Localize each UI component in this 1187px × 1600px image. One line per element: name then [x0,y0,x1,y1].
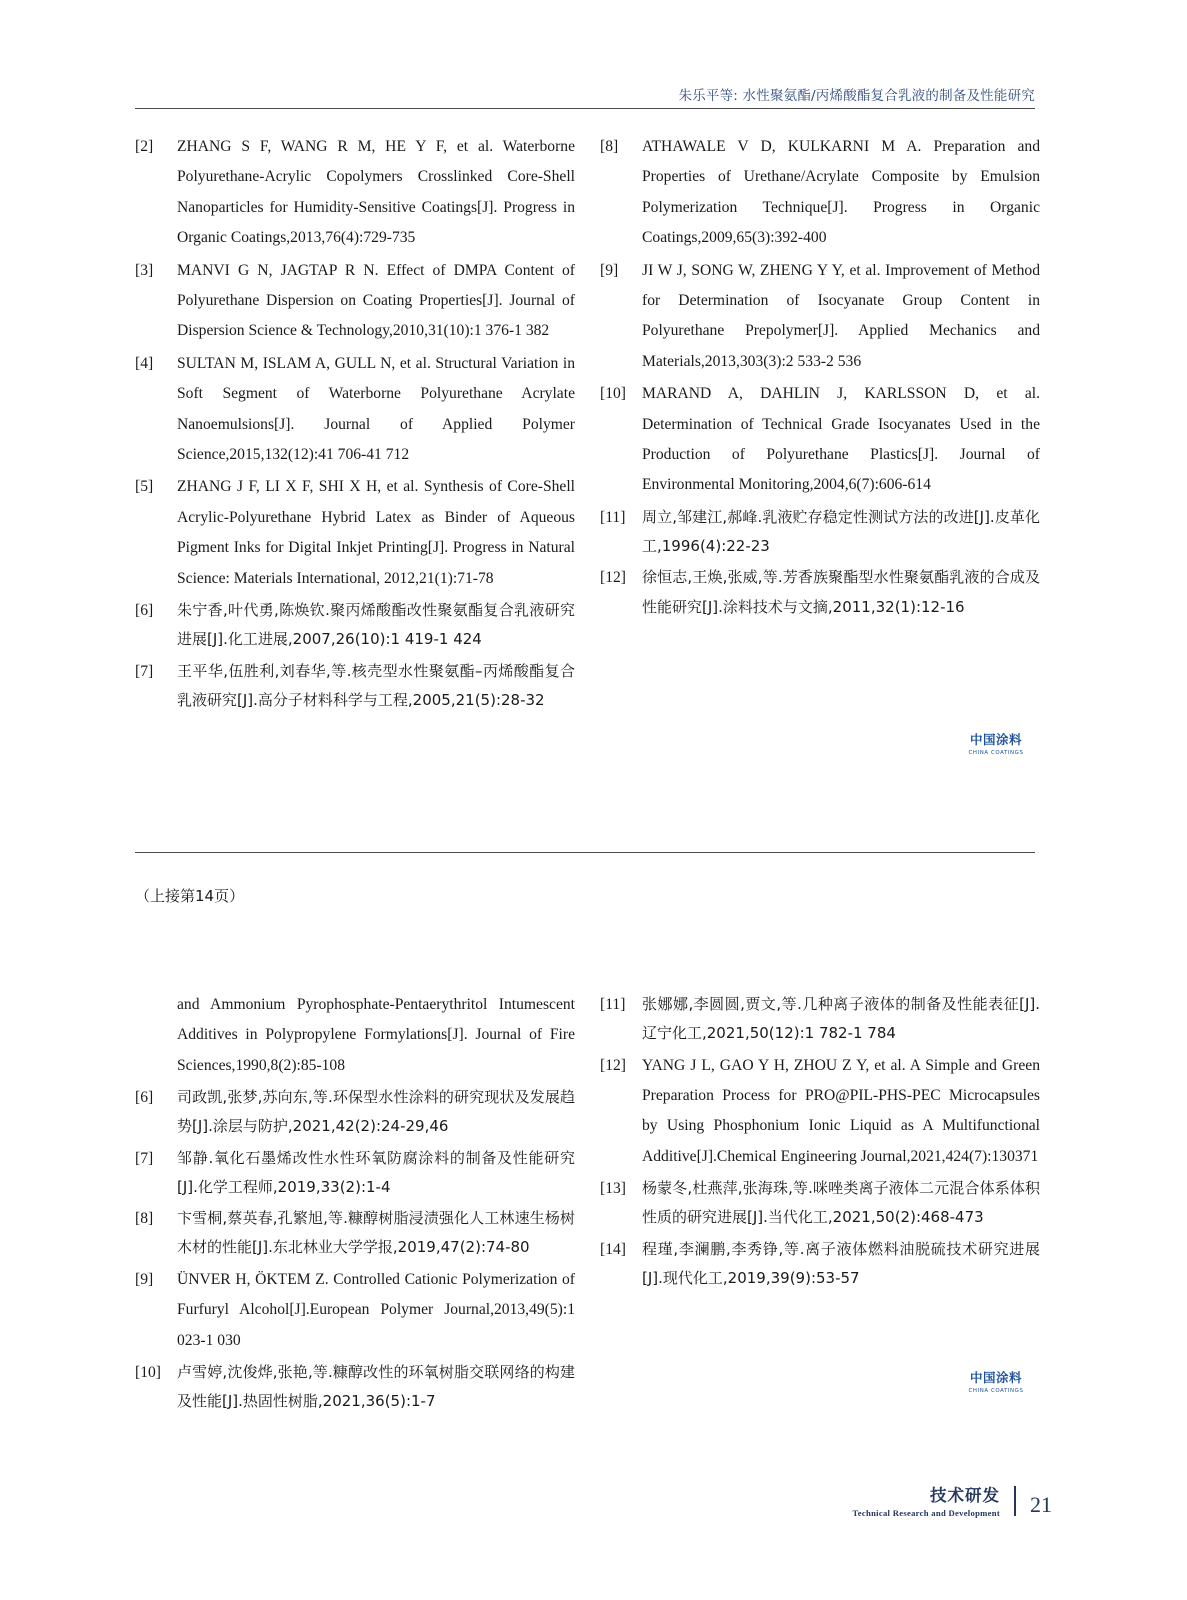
reference-text: SULTAN M, ISLAM A, GULL N, et al. Structural Variation in Soft Segment of Waterborne Polyurethane Acrylate Nanoemulsions[J]. Journal of Applied Polymer Science,2015,132(12):41 706-41 712 [177,354,575,464]
reference-number: [10] [135,1363,161,1381]
reference-item [135,132,575,254]
reference-item [600,563,1040,622]
logo-brand-cn: 中国涂料 [969,1370,1022,1385]
reference-number: [10] [600,385,626,403]
reference-item [135,990,575,1081]
reference-item [135,1265,575,1356]
reference-number: [6] [135,1089,154,1107]
reference-item [135,1083,575,1142]
reference-number: [12] [600,569,626,587]
reference-text: YANG J L, GAO Y H, ZHOU Z Y, et al. A Simple and Green Preparation Process for PRO@PIL-PHS-PEC Microcapsules by Using Phosphonium Ionic Liquid as A Multifunctional Additive[J].Chemical Engineering Journal,2021,424(7):130371 [642,1056,1040,1165]
china-coatings-logo [962,1368,1030,1394]
reference-text: ZHANG S F, WANG R M, HE Y F, et al. Waterborne Polyurethane-Acrylic Copolymers Crosslinked Core-Shell Nanoparticles for Humidity-Sensitive Coatings[J]. Progress in Organic Coatings,2013,76(4):729-735 [177,138,575,247]
reference-text: 张娜娜,李圆圆,贾文,等.几种离子液体的制备及性能表征[J].辽宁化工,2021,50(12):1 782-1 784 [642,995,1040,1043]
reference-item [135,1358,575,1417]
page-footer [853,1482,1052,1518]
reference-text: 程瑾,李澜鹏,李秀铮,等.离子液体燃料油脱硫技术研究进展[J].现代化工,2019,39(9):53-57 [642,1239,1040,1287]
references-block2-right [600,990,1040,1295]
page-number: 21 [1030,1492,1052,1517]
footer-divider [1014,1486,1016,1516]
reference-item [135,1144,575,1203]
reference-text: 王平华,伍胜利,刘春华,等.核壳型水性聚氨酯–丙烯酸酯复合乳液研究[J].高分子材料科学与工程,2005,21(5):28-32 [177,661,575,709]
footer-section-label [853,1482,1000,1518]
reference-text: 邹静.氧化石墨烯改性水性环氧防腐涂料的制备及性能研究[J].化学工程师,2019,33(2):1-4 [177,1148,575,1196]
reference-text: 朱宁香,叶代勇,陈焕钦.聚丙烯酸酯改性聚氨酯复合乳液研究进展[J].化工进展,2007,26(10):1 419-1 424 [177,601,575,649]
references-block2-left [135,990,575,1418]
reference-text: JI W J, SONG W, ZHENG Y Y, et al. Improvement of Method for Determination of Isocyanate Group Content in Polyurethane Prepolymer[J]. Applied Mechanics and Materials,2013,303(3):2 533-2 536 [642,261,1040,370]
reference-number: [4] [135,354,154,372]
logo-brand-en: CHINA COATINGS [968,750,1024,756]
reference-number: [11] [600,996,626,1013]
reference-number: [5] [135,478,154,496]
reference-text: 卢雪婷,沈俊烨,张艳,等.糠醇改性的环氧树脂交联网络的构建及性能[J].热固性树脂,2021,36(5):1-7 [177,1362,575,1411]
china-coatings-logo [962,730,1030,756]
reference-number: [2] [135,138,154,155]
reference-number: [7] [135,1149,154,1167]
reference-item [600,1051,1040,1173]
reference-number [135,990,177,1081]
header-rule [135,108,1035,109]
reference-number: [3] [135,261,154,279]
reference-text: ZHANG J F, LI X F, SHI X H, et al. Synthesis of Core-Shell Acrylic-Polyurethane Hybrid Latex as Binder of Aqueous Pigment Inks for Digital Inkjet Printing[J]. Progress in Natural Science: Materials International, 2012,21(1):71-78 [177,478,575,587]
reference-item [600,379,1040,501]
continued-from-note: （上接第14页） [135,887,245,905]
reference-text: 周立,邹建江,郝峰.乳液贮存稳定性测试方法的改进[J].皮革化工,1996(4):22-23 [642,507,1040,556]
running-head: 朱乐平等: 水性聚氨酯/丙烯酸酯复合乳液的制备及性能研究 [678,88,1035,104]
reference-text: 徐恒志,王焕,张威,等.芳香族聚酯型水性聚氨酯乳液的合成及性能研究[J].涂料技术与文摘,2011,32(1):12-16 [642,568,1040,616]
section-divider-rule [135,852,1035,853]
reference-item [600,132,1040,254]
references-block1-right [600,132,1040,624]
logo-brand-cn: 中国涂料 [969,732,1022,747]
reference-text: ÜNVER H, ÖKTEM Z. Controlled Cationic Polymerization of Furfuryl Alcohol[J].European Polymer Journal,2013,49(5):1 023-1 030 [177,1270,575,1349]
footer-section-cn: 技术研发 [930,1486,1000,1505]
reference-text: MARAND A, DAHLIN J, KARLSSON D, et al. Determination of Technical Grade Isocyanates Used in the Production of Polyurethane Plastics[J]. Journal of Environmental Monitoring,2004,6(7):606-614 [642,385,1040,494]
reference-number: [8] [600,138,619,155]
references-block1-left [135,132,575,717]
reference-item [600,1235,1040,1294]
reference-text: 杨蒙冬,杜燕萍,张海珠,等.咪唑类离子液体二元混合体系体积性质的研究进展[J].当代化工,2021,50(2):468-473 [642,1179,1040,1227]
reference-text: and Ammonium Pyrophosphate-Pentaerythritol Intumescent Additives in Polypropylene Formylations[J]. Journal of Fire Sciences,1990,8(2):85-108 [177,996,575,1074]
reference-number: [8] [135,1210,154,1228]
reference-number: [7] [135,662,154,680]
reference-item [135,596,575,655]
footer-section-en: Technical Research and Development [852,1508,1000,1518]
reference-item [135,1204,575,1263]
reference-item [600,1174,1040,1233]
logo-brand-en: CHINA COATINGS [968,1388,1024,1394]
reference-item [600,990,1040,1049]
reference-number: [13] [600,1180,626,1198]
reference-number: [6] [135,602,154,620]
reference-number: [11] [600,508,626,526]
reference-item [135,472,575,594]
reference-number: [9] [135,1270,154,1288]
reference-item [135,256,575,347]
reference-number: [14] [600,1240,626,1258]
reference-item [600,256,1040,378]
reference-item [135,657,575,716]
reference-text: MANVI G N, JAGTAP R N. Effect of DMPA Content of Polyurethane Dispersion on Coating Properties[J]. Journal of Dispersion Science & Technology,2010,31(10):1 376-1 382 [177,261,575,340]
reference-item [600,503,1040,562]
reference-number: [9] [600,261,619,279]
reference-number: [12] [600,1056,626,1074]
reference-text: 卞雪桐,蔡英春,孔繁旭,等.糠醇树脂浸渍强化人工林速生杨树木材的性能[J].东北林业大学学报,2019,47(2):74-80 [177,1209,575,1257]
reference-text: 司政凯,张梦,苏向东,等.环保型水性涂料的研究现状及发展趋势[J].涂层与防护,2021,42(2):24-29,46 [177,1088,575,1136]
reference-text: ATHAWALE V D, KULKARNI M A. Preparation and Properties of Urethane/Acrylate Composite by Emulsion Polymerization Technique[J]. Progress in Organic Coatings,2009,65(3):392-400 [642,138,1040,247]
reference-item [135,349,575,471]
